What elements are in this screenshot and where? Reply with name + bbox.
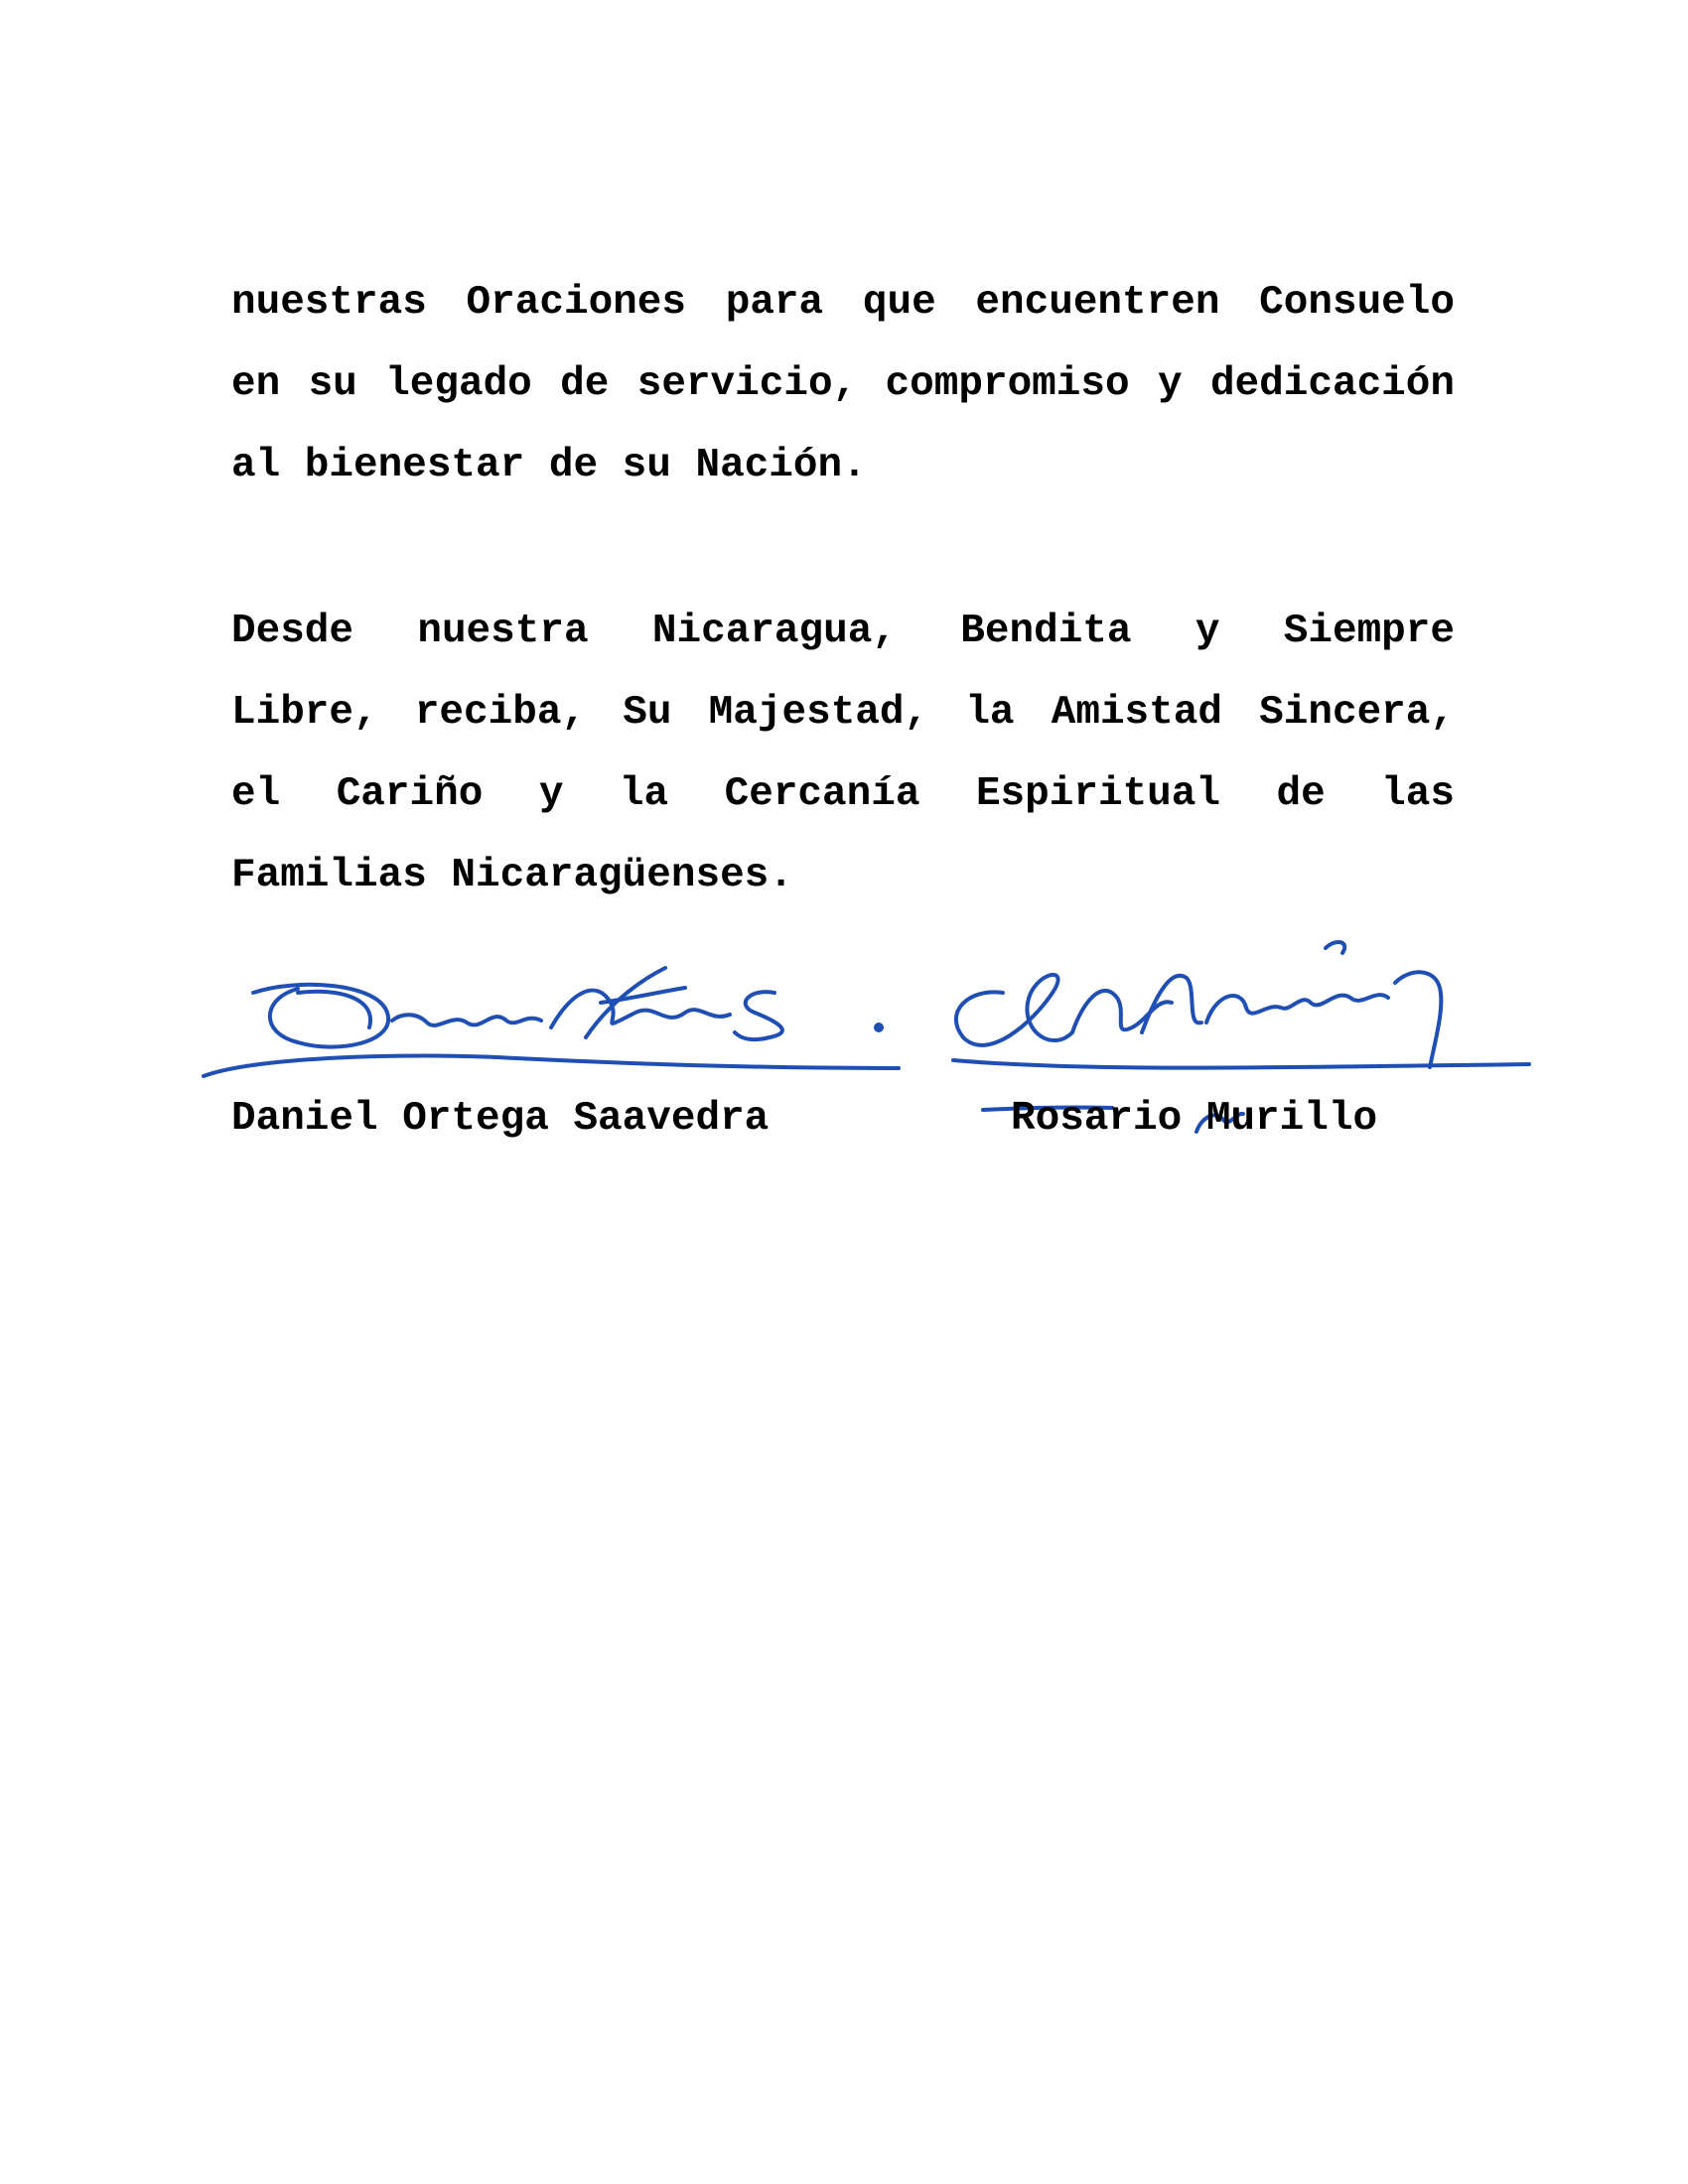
closing-paragraph-2	[231, 591, 1455, 916]
signature-left-icon	[204, 968, 899, 1076]
signatory-name-left: Daniel Ortega Saavedra	[231, 1096, 770, 1142]
paragraph-line: Desde nuestra Nicaragua, Bendita y Siempre	[231, 609, 1455, 654]
paragraph-line: el Cariño y la Cercanía Espiritual de las	[231, 771, 1455, 817]
paragraph-line: nuestras Oraciones para que encuentren Consuelo	[231, 280, 1455, 326]
paragraph-line: Familias Nicaragüenses.	[231, 853, 793, 898]
closing-paragraph-1	[231, 262, 1455, 506]
paragraph-line: al bienestar de su Nación.	[231, 443, 867, 488]
signatory-name-right: Rosario Murillo	[1011, 1096, 1378, 1142]
paragraph-line: en su legado de servicio, compromiso y dedicación	[231, 361, 1455, 407]
paragraph-line: Libre, reciba, Su Majestad, la Amistad Sincera,	[231, 690, 1455, 736]
